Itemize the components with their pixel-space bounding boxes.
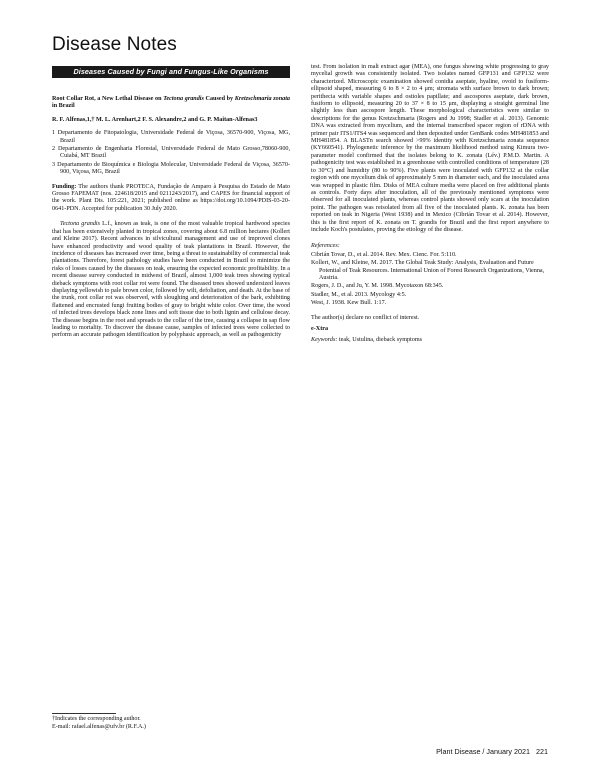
affiliation-3: 3 Departamento de Bioquímica e Biologia Molecular, Universidade Federal de Viçosa, 36570-900, Viçosa, MG, Brazil	[52, 161, 290, 176]
authors-line: R. F. Alfenas,1,† M. L. Arenhart,2 F. S. Alexandre,2 and G. P. Maitan-Alfenas3	[52, 116, 258, 123]
right-column	[311, 64, 549, 345]
footnote-email: E-mail: rafael.alfenas@ufv.br (R.F.A.)	[52, 723, 146, 730]
reference-item: Kollert, W., and Kleine, M. 2017. The Global Teak Study: Analysis, Evaluation and Future Potential of Teak Resources. International Union of Forest Research Organizations, Vienna, Austria.	[311, 260, 545, 281]
title-pathogen-name: Kretzschmaria zonata	[234, 96, 291, 102]
article-title	[52, 96, 290, 111]
page-number: 221	[536, 747, 548, 756]
page-heading: Disease Notes	[52, 34, 177, 55]
page-footer	[414, 747, 548, 756]
reference-item: West, J. 1938. Kew Bull. 1:17.	[311, 300, 387, 307]
footnote-corresponding: †Indicates the corresponding author.	[52, 716, 141, 722]
references-heading: References:	[311, 243, 340, 250]
funding-label: Funding:	[52, 183, 77, 190]
affiliation-1: 1 Departamento de Fitopatologia, Universidade Federal de Viçosa, 36570-900, Viçosa, MG, Brazil	[52, 130, 290, 144]
keywords-label: Keywords:	[311, 337, 338, 344]
affiliation-2: 2 Departamento de Engenharia Florestal, Universidade Federal de Mato Grosso,78060-900, Cuiabá, MT Brazil	[52, 146, 290, 160]
body-species-name: Tectona grandis	[60, 221, 101, 228]
body-paragraph-left	[52, 221, 290, 340]
keywords-text: teak, Ustulina, dieback symptoms	[337, 337, 422, 344]
footnote	[52, 716, 290, 731]
left-column	[52, 96, 290, 340]
body-text-left: L.f., known as teak, is one of the most valuable tropical hardwood species that has been extensively planted in tropical zones, covering about 6.8 million hectares (Kollert and Kleine 2017). Recent advances in silvicultural management and use of improved clones have enhanced productivity and wood quality of teak plantations in Brazil. However, the incidence of diseases has increased over time, being a threat to sustainability of commercial teak plantations. Therefore, forest pathology studies have been conducted in Brazil to minimize the risks of losses caused by the diseases on teak, ensuring the expected economic profitability. In a recent disease survey conducted in midwest of Brazil, almost 1,000 teak trees showing typical dieback symptoms with root collar rot were found. The diseased trees showed undersized leaves displaying yellowish to pale brown color, followed by wilt, defoliation, and death. At the base of the trunk, root collar rot was observed, with sloughing and deterioration of the bark, exhibiting flattened and encrusted fungi fruiting bodies of gray to bright white color. Over time, the wood of infected trees develops black zone lines and soft tissue due to both lignin and cellulose decay. The disease begins in the root and spreads to the collar of the tree, causing a collapse in sap flow leading to mortality. To discover the disease cause, samples of infected trees were collected to perform an accurate pathogen identification by polyphasic approach, as well as pathogenicity	[52, 221, 290, 339]
funding-statement	[52, 184, 290, 214]
title-host-name: Tectona grandis	[163, 96, 204, 102]
reference-item: Cibrián Tovar, D., et al. 2014. Rev. Mex. Cienc. For. 5:110.	[311, 251, 457, 258]
extra-link[interactable]: e-Xtra	[311, 326, 329, 332]
reference-item: Stadler, M., et al. 2013. Mycology 4:5.	[311, 291, 407, 298]
conflict-statement: The author(s) declare no conflict of interest.	[311, 314, 420, 321]
title-prefix: Root Collar Rot, a New Lethal Disease on	[52, 96, 164, 102]
title-middle: Caused by	[203, 96, 235, 102]
journal-issue: Plant Disease / January 2021	[436, 747, 530, 756]
funding-text: The authors thank PROTECA, Fundação de Amparo à Pesquisa do Estado de Mato Grosso FAPEMAT (nos. 224618/2015 and 0211243/2017), and CAPES for financial support of the work. Plant Dis. 105:221, 2021; published online as https://doi.org/10.1094/PDIS-03-20-0641-PDN. Accepted for publication 30 July 2020.	[52, 183, 290, 212]
section-title-bar: Diseases Caused by Fungi and Fungus-Like Organisms	[52, 66, 290, 78]
keywords-line	[311, 337, 549, 344]
reference-item: Rogers, J. D., and Ju, Y. M. 1998. Mycotaxon 68:345.	[311, 283, 444, 290]
title-suffix: in Brazil	[52, 103, 75, 110]
footnote-divider	[52, 713, 116, 714]
body-paragraph-right: test. From isolation in malt extract agar (MEA), one fungus showing white progressing to gray mycelial growth was consistently isolated. Two isolates named GFP131 and GFP132 were characterized. Microscopic examination showed conidia aseptate, hyaline, ovoid to fusiform-ellipsoid shaped, measuring 6 to 8 × 2 to 4 μm; stromata with surface brown to dark brown; perithecia with variable shapes and ostioles papillate; and ascospores aseptate, dark brown, fusiform to ellipsoid, measuring 20 to 37 × 8 to 15 μm, displaying a straight germinal line slightly less than ascospore length. These morphological characteristics were similar to descriptions for the genus Kretzschmaria (Rogers and Ju 1998; Stadler et al. 2013). Genomic DNA was extracted from mycelium, and the internal transcribed spacer region of rDNA with primer pair ITS1/ITS4 was sequenced and then deposited under GenBank codes MH481853 and MH481854. A BLASTn search showed >99% identity with Kretzschmaria zonata sequence (KY660541). Phylogenetic inference by the maximum likelihood method using Kimura two-parameter model confirmed that the isolates belong to K. zonata (Lév.) P.M.D. Martin. A pathogenicity test was established in a greenhouse with controlled conditions of temperature (28 to 30°C) and humidity (80 to 90%). Five plants were inoculated with GFP132 at the collar region with one mycelium disk of approximately 5 mm in diameter each, and the inoculated area was wrapped in plastic film. Disks of MEA culture media were placed on five additional plants as controls. Forty days after inoculation, all of the previously mentioned symptoms were observed for all inoculated plants, whereas control plants showed only scars at the inoculation point. The pathogen was reisolated from all five of the inoculated plants. K. zonata has been reported on teak in Nigeria (West 1938) and in Mexico (Cibrián Tovar et al. 2014). However, this is the first report of K. zonata on T. grandis for Brazil and the first report anywhere to include Koch's postulates, proving the etiology of the disease.	[311, 64, 549, 233]
